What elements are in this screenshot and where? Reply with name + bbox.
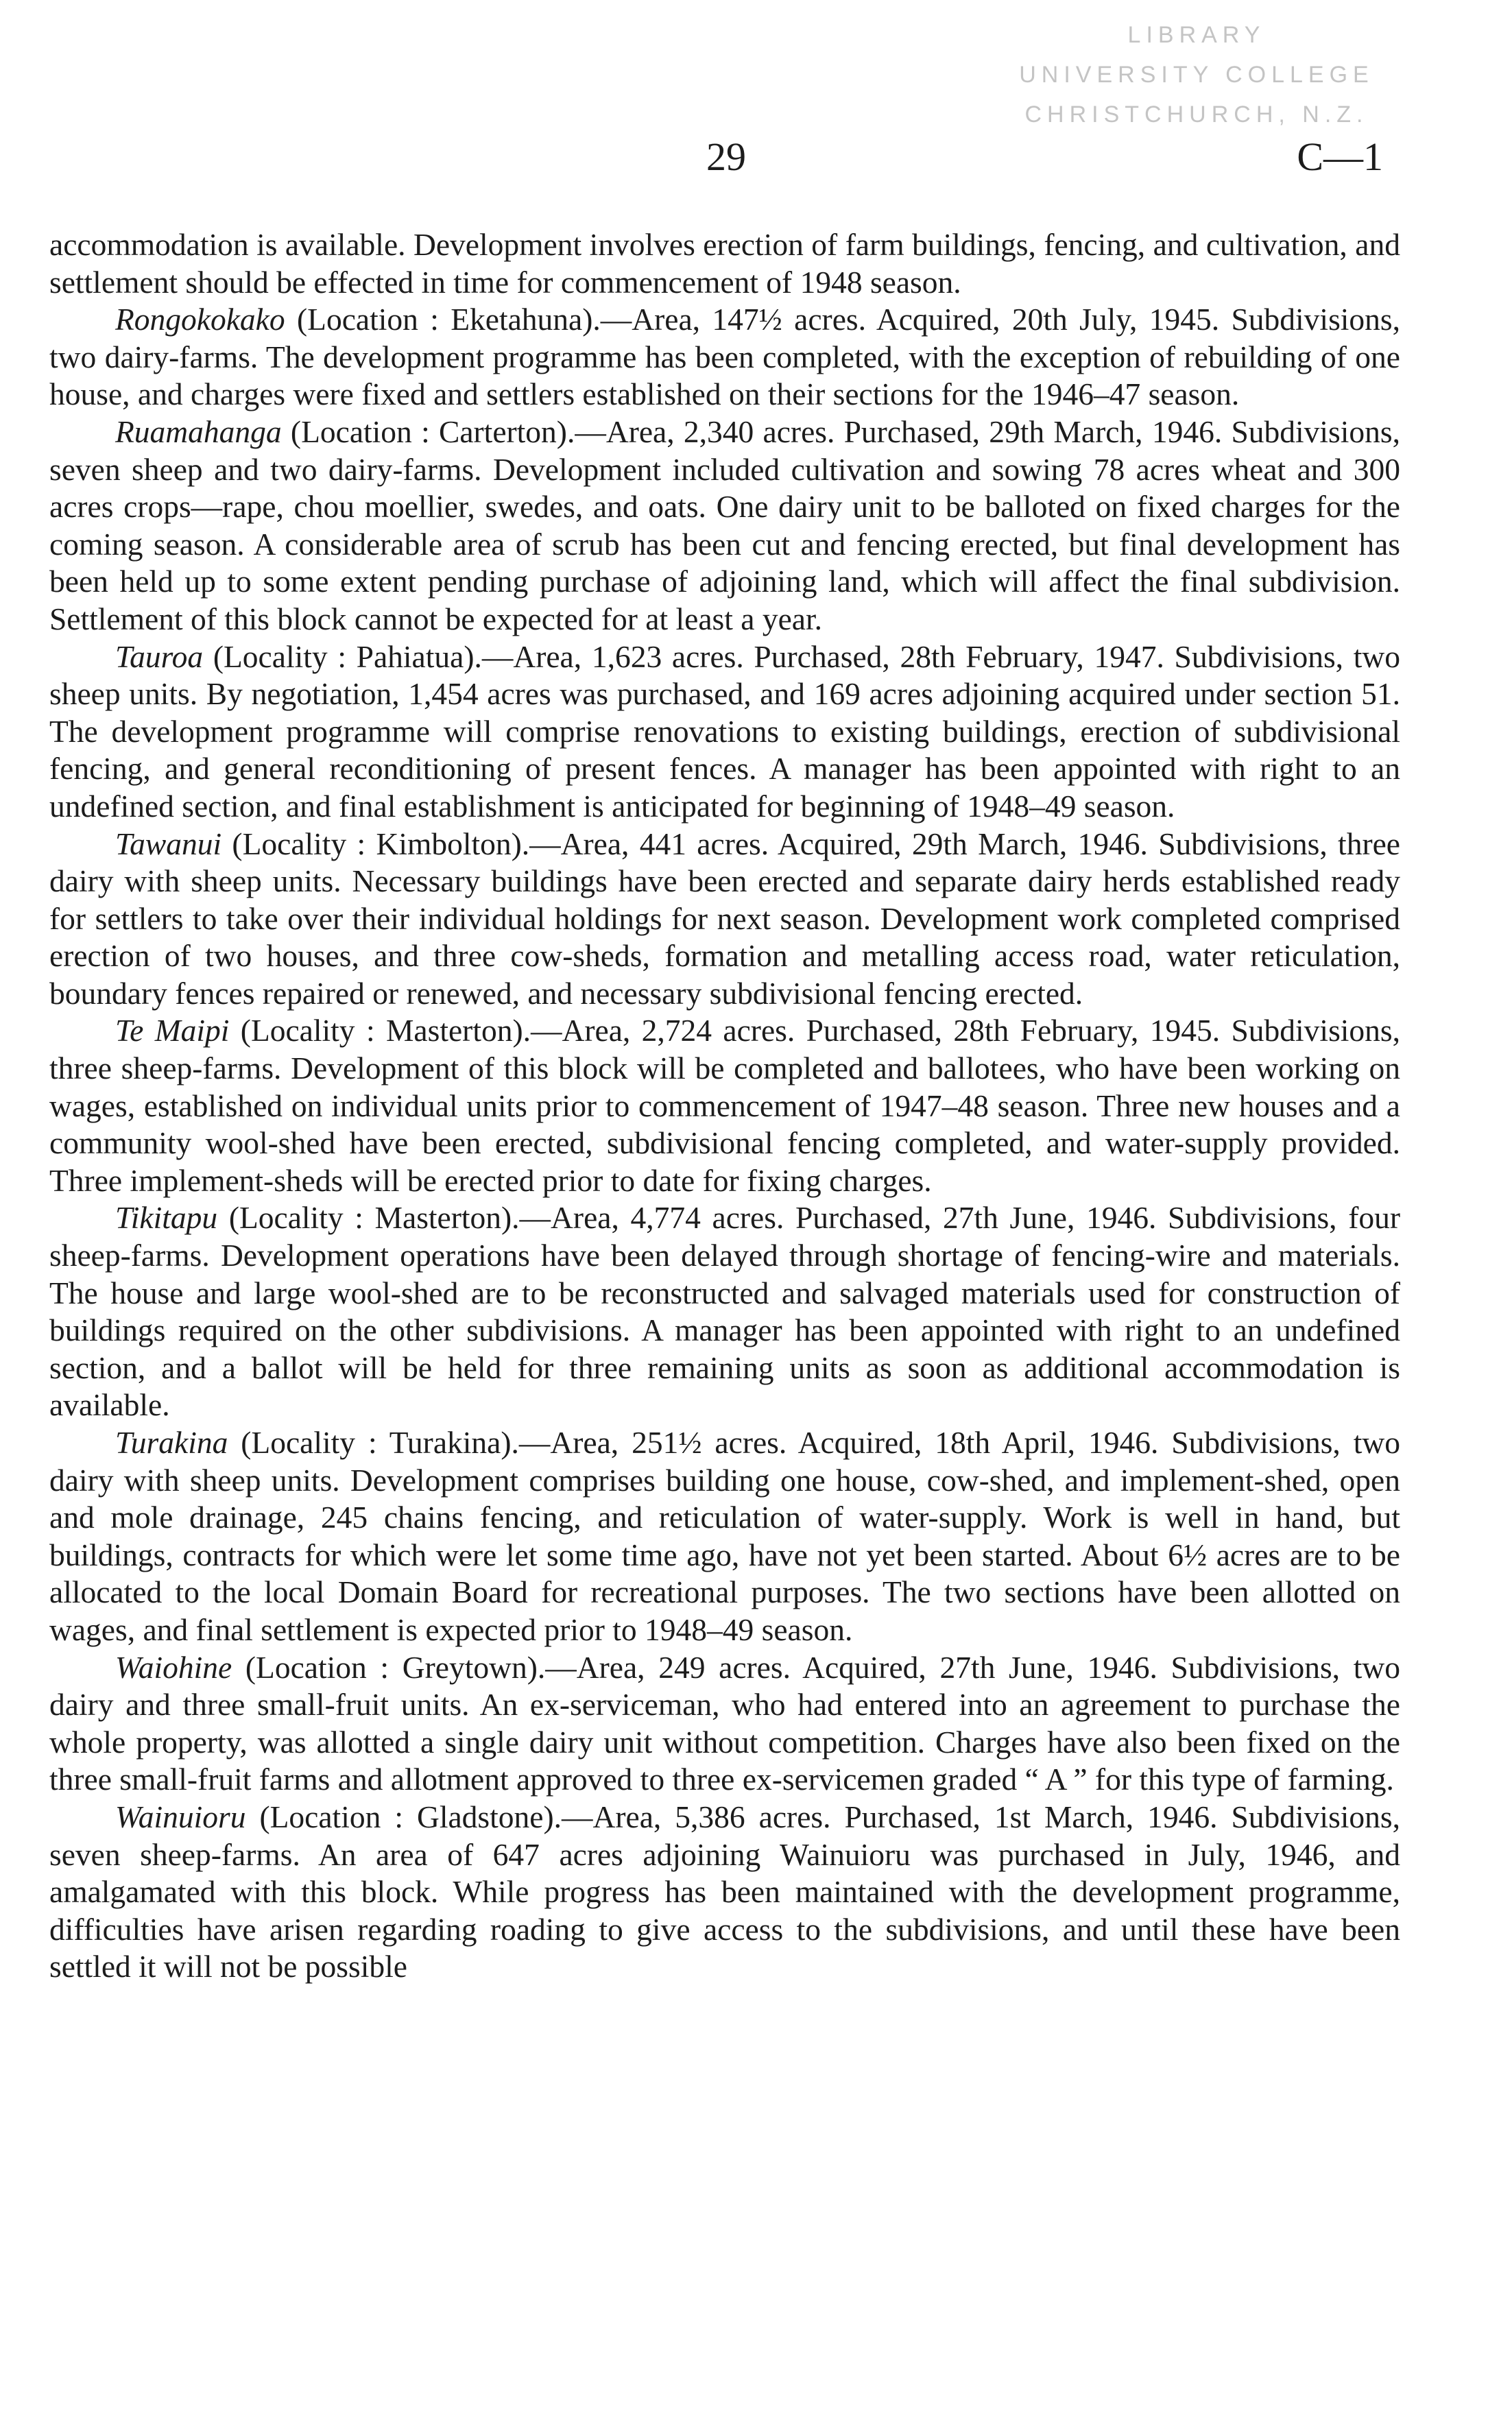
entry-text: (Location : Gladstone).—Area, 5,386 acres. Purchased, 1st March, 1946. Subdivisions, seven sheep-farms. An area of 647 acres adjoining Wainuioru was purchased in July, 1946, and amalgamated with this block. While progress has been maintained with the development programme, difficulties have arisen regarding roading to give access to the subdivisions, and until these have been settled it will not be possible bbox=[49, 1799, 1400, 1984]
entry-name: Tawanui bbox=[115, 826, 222, 861]
entry-name: Waiohine bbox=[115, 1649, 232, 1685]
entry-paragraph bbox=[49, 826, 1400, 1013]
entry-paragraph bbox=[49, 1649, 1400, 1799]
entry-text: (Locality : Turakina).—Area, 251½ acres. Acquired, 18th April, 1946. Subdivisions, two dairy with sheep units. Development comprises building one house, cow-shed, and implement-shed, open and mole drainage, 245 chains fencing, and reticulation of water-supply. Work is well in hand, but buildings, contracts for which were let some time ago, have not yet been started. About 6½ acres are to be allocated to the local Domain Board for recreational purposes. The two sections have been allotted on wages, and final settlement is expected prior to 1948–49 season. bbox=[49, 1425, 1400, 1647]
library-stamp bbox=[957, 15, 1437, 134]
entry-name: Te Maipi bbox=[115, 1013, 230, 1048]
entry-name: Tauroa bbox=[115, 638, 204, 674]
entry-text: (Locality : Masterton).—Area, 4,774 acres. Purchased, 27th June, 1946. Subdivisions, four sheep-farms. Development operations have been delayed through shortage of fencing-wire and materials. The house and large wool-shed are to be reconstructed and salvaged materials used for construction of buildings required on the other subdivisions. A manager has been appointed with right to an undefined section, and a ballot will be held for three remaining units as soon as additional accommodation is available. bbox=[49, 1200, 1400, 1423]
entry-text: (Locality : Masterton).—Area, 2,724 acres. Purchased, 28th February, 1945. Subdivisions, three sheep-farms. Development of this block will be completed and ballotees, who have been working on wages, established on individual units prior to commencement of 1947–48 season. Three new houses and a community wool-shed have been erected, subdivisional fencing completed, and water-supply provided. Three implement-sheds will be erected prior to date for fixing charges. bbox=[49, 1013, 1400, 1198]
entry-paragraph bbox=[49, 1199, 1400, 1424]
entry-paragraph bbox=[49, 1799, 1400, 1986]
entry-text: (Locality : Pahiatua).—Area, 1,623 acres. Purchased, 28th February, 1947. Subdivisions, two sheep units. By negotiation, 1,454 acres was purchased, and 169 acres adjoining acquired under section 51. The development programme will comprise renovations to existing buildings, erection of subdivisional fencing, and general reconditioning of present fences. A manager has been appointed with right to an undefined section, and final establishment is anticipated for beginning of 1948–49 season. bbox=[49, 638, 1400, 824]
entry-paragraph bbox=[49, 1012, 1400, 1199]
stamp-line-3: CHRISTCHURCH, N.Z. bbox=[1024, 101, 1369, 128]
entry-name: Turakina bbox=[115, 1425, 228, 1460]
entry-name: Ruamahanga bbox=[115, 413, 282, 449]
entry-paragraph bbox=[49, 413, 1400, 638]
stamp-line-2: UNIVERSITY COLLEGE bbox=[1019, 62, 1374, 88]
entry-name: Rongokokako bbox=[115, 302, 285, 337]
entry-text: (Location : Eketahuna).—Area, 147½ acres. Acquired, 20th July, 1945. Subdivisions, two dairy-farms. The development programme has been completed, with the exception of rebuilding of one house, and charges were fixed and settlers established on their sections for the 1946–47 season. bbox=[49, 302, 1400, 412]
entry-name: Tikitapu bbox=[115, 1200, 218, 1236]
page-number: 29 bbox=[706, 134, 746, 179]
entry-name: Wainuioru bbox=[115, 1799, 246, 1834]
stamp-line-1: LIBRARY bbox=[1127, 22, 1266, 48]
entry-paragraph bbox=[49, 638, 1400, 826]
entry-text: (Location : Carterton).—Area, 2,340 acres. Purchased, 29th March, 1946. Subdivisions, seven sheep and two dairy-farms. Development included cultivation and sowing 78 acres wheat and 300 acres crops—rape, chou moellier, swedes, and oats. One dairy unit to be balloted on fixed charges for the coming season. A considerable area of scrub has been cut and fencing erected, but final development has been held up to some extent pending purchase of adjoining land, which will affect the final subdivision. Settlement of this block cannot be expected for at least a year. bbox=[49, 413, 1400, 636]
document-reference: C—1 bbox=[1297, 134, 1383, 179]
page-header bbox=[0, 134, 1512, 189]
continuation-paragraph: accommodation is available. Development involves erection of farm buildings, fencing, and cultivation, and settlement should be effected in time for commencement of 1948 season. bbox=[49, 227, 1400, 300]
entry-text: (Locality : Kimbolton).—Area, 441 acres. Acquired, 29th March, 1946. Subdivisions, three dairy with sheep units. Necessary buildings have been erected and separate dairy herds established ready for settlers to take over their individual holdings for next season. Development work completed comprised erection of two houses, and three cow-sheds, formation and metalling access road, water reticulation, boundary fences repaired or renewed, and necessary subdivisional fencing erected. bbox=[49, 826, 1400, 1011]
entry-paragraph bbox=[49, 301, 1400, 413]
page-body bbox=[49, 226, 1400, 1986]
entry-paragraph bbox=[49, 1424, 1400, 1649]
entry-text: (Location : Greytown).—Area, 249 acres. Acquired, 27th June, 1946. Subdivisions, two dairy and three small-fruit units. An ex-serviceman, who had entered into an agreement to purchase the whole property, was allotted a single dairy unit without competition. Charges have also been fixed on the three small-fruit farms and allotment approved to three ex-servicemen graded “ A ” for this type of farming. bbox=[49, 1649, 1400, 1797]
